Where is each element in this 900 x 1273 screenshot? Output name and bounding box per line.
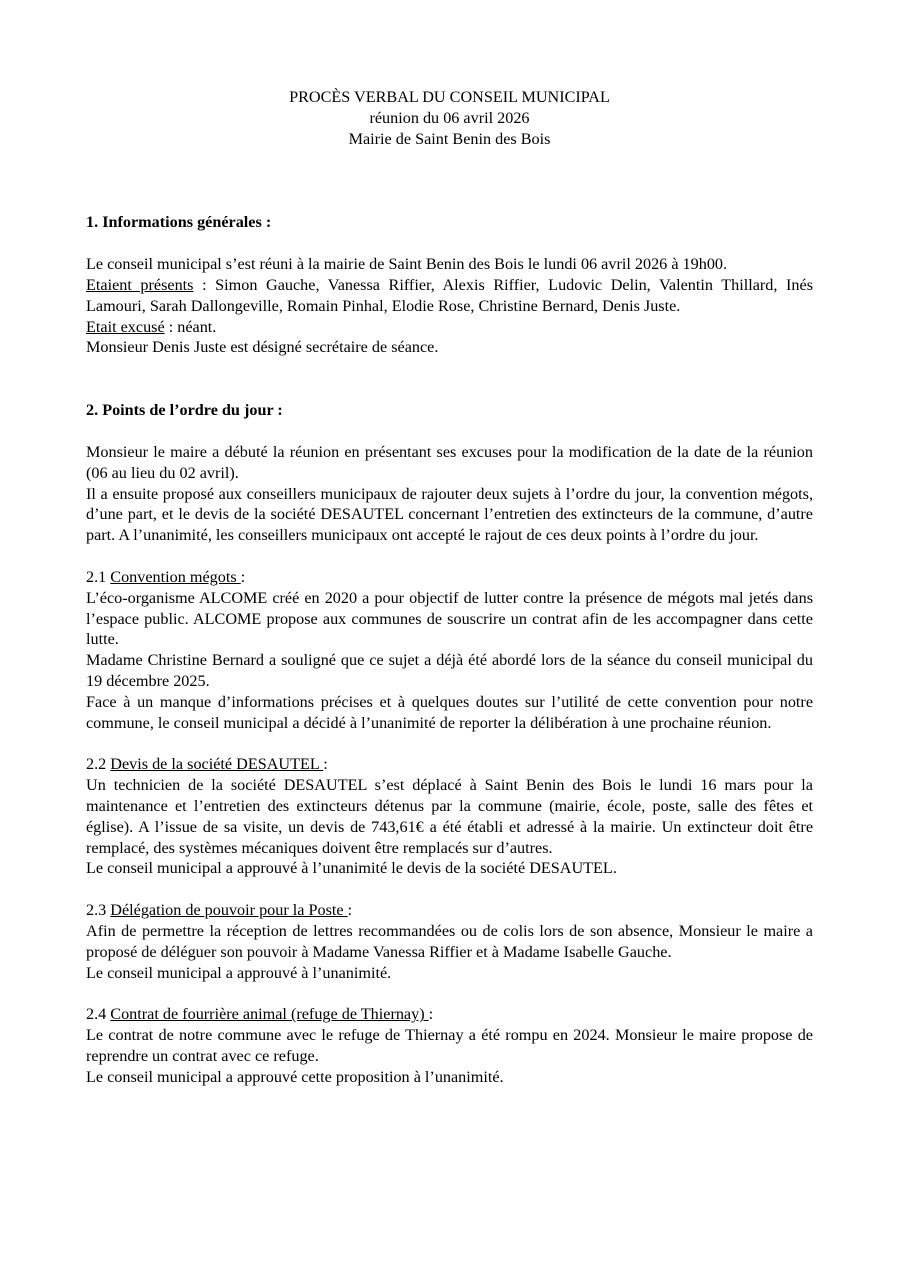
agenda-item-paragraph: Face à un manque d’informations précises et à quelques doutes sur l’utilité de cette convention pour notre commune, le conseil municipal a décidé à l’unanimité de reporter la délibération à une prochaine réunion. xyxy=(86,692,813,732)
agenda-item-2-4 xyxy=(86,1004,813,1087)
agenda-item-paragraph: Un technicien de la société DESAUTEL s’est déplacé à Saint Benin des Bois le lundi 16 mars pour la maintenance et l’entretien des extincteurs détenus par la commune (mairie, école, poste, salle des fêtes et église). A l’issue de sa visite, un devis de 743,61€ a été établi et adressé à la mairie. Un extincteur doit être remplacé, des systèmes mécaniques doivent être remplacés sur d’autres. xyxy=(86,776,813,857)
agenda-item-paragraph: Le conseil municipal a approuvé cette proposition à l’unanimité. xyxy=(86,1067,504,1086)
agenda-item-title: Contrat de fourrière animal (refuge de Thiernay) xyxy=(110,1005,429,1024)
document-title: PROCÈS VERBAL DU CONSEIL MUNICIPAL xyxy=(289,88,610,106)
agenda-item-heading xyxy=(86,567,813,588)
agenda-item-2-1 xyxy=(86,567,813,733)
agenda-item-paragraph: Le conseil municipal a approuvé à l’unanimité. xyxy=(86,963,392,982)
agenda-paragraph: Il a ensuite proposé aux conseillers municipaux de rajouter deux sujets à l’ordre du jour, la convention mégots, d’une part, et le devis de la société DESAUTEL concernant l’entretien des extincteurs de la commune, d’autre part. A l’unanimité, les conseillers municipaux ont accepté le rajout de ces deux points à l’ordre du jour. xyxy=(86,484,813,545)
agenda-paragraph: Monsieur le maire a débuté la réunion en présentant ses excuses pour la modification de la date de la réunion (06 au lieu du 02 avril). xyxy=(86,442,813,482)
agenda-item-colon: : xyxy=(240,567,246,586)
agenda-item-paragraph: Le contrat de notre commune avec le refuge de Thiernay a été rompu en 2024. Monsieur le maire propose de reprendre un contrat avec ce refuge. xyxy=(86,1026,813,1065)
agenda-item-colon: : xyxy=(323,755,328,774)
meeting-intro: Le conseil municipal s’est réuni à la mairie de Saint Benin des Bois le lundi 06 avril 2026 à 19h00. xyxy=(86,255,728,274)
attendees-paragraph xyxy=(86,275,813,317)
document-header xyxy=(86,87,813,149)
agenda-item-title: Devis de la société DESAUTEL xyxy=(110,755,324,774)
agenda-item-2-3 xyxy=(86,900,813,983)
section-general-info xyxy=(86,212,813,358)
meeting-place: Mairie de Saint Benin des Bois xyxy=(348,129,551,148)
section-title: 2. Points de l’ordre du jour : xyxy=(86,401,283,420)
agenda-item-2-2 xyxy=(86,754,813,879)
agenda-item-paragraph: Afin de permettre la réception de lettres recommandées ou de colis lors de son absence, Monsieur le maire a proposé de déléguer son pouvoir à Madame Vanessa Riffier et à Madame Isabelle Gauche. xyxy=(86,921,813,961)
agenda-item-colon: : xyxy=(428,1005,434,1024)
section-title: 1. Informations générales : xyxy=(86,213,272,232)
agenda-item-number: 2.1 xyxy=(86,567,111,586)
document-page xyxy=(86,87,813,1087)
excused-value: : néant. xyxy=(164,317,217,336)
attendees-list: : Simon Gauche, Vanessa Riffier, Alexis Riffier, Ludovic Delin, Valentin Thillard, Inés Lamouri, Sarah Dallongeville, Romain Pinhal, Elodie Rose, Christine Bernard, Denis Juste. xyxy=(86,275,814,315)
agenda-item-heading xyxy=(86,754,813,775)
agenda-item-title: Délégation de pouvoir pour la Poste xyxy=(110,901,348,920)
agenda-item-paragraph: Madame Christine Bernard a souligné que ce sujet a déjà été abordé lors de la séance du conseil municipal du 19 décembre 2025. xyxy=(86,651,813,690)
attendees-label: Etaient présents xyxy=(86,275,194,294)
agenda-item-number: 2.2 xyxy=(86,755,111,774)
excused-label: Etait excusé xyxy=(86,317,165,336)
agenda-item-paragraph: L’éco-organisme ALCOME créé en 2020 a pour objectif de lutter contre la présence de mégots mal jetés dans l’espace public. ALCOME propose aux communes de souscrire un contrat afin de les accompagner dans cette lutte. xyxy=(86,588,813,649)
agenda-item-heading xyxy=(86,900,813,921)
section-agenda xyxy=(86,400,813,1087)
secretary-paragraph: Monsieur Denis Juste est désigné secrétaire de séance. xyxy=(86,338,439,357)
agenda-item-paragraph: Le conseil municipal a approuvé à l’unanimité le devis de la société DESAUTEL. xyxy=(86,859,617,878)
excused-paragraph xyxy=(86,317,813,338)
agenda-item-number: 2.3 xyxy=(86,901,111,920)
meeting-date: réunion du 06 avril 2026 xyxy=(369,108,530,127)
agenda-item-heading xyxy=(86,1004,813,1025)
agenda-item-title: Convention mégots xyxy=(110,567,241,586)
agenda-item-colon: : xyxy=(347,901,353,920)
agenda-item-number: 2.4 xyxy=(86,1005,111,1024)
